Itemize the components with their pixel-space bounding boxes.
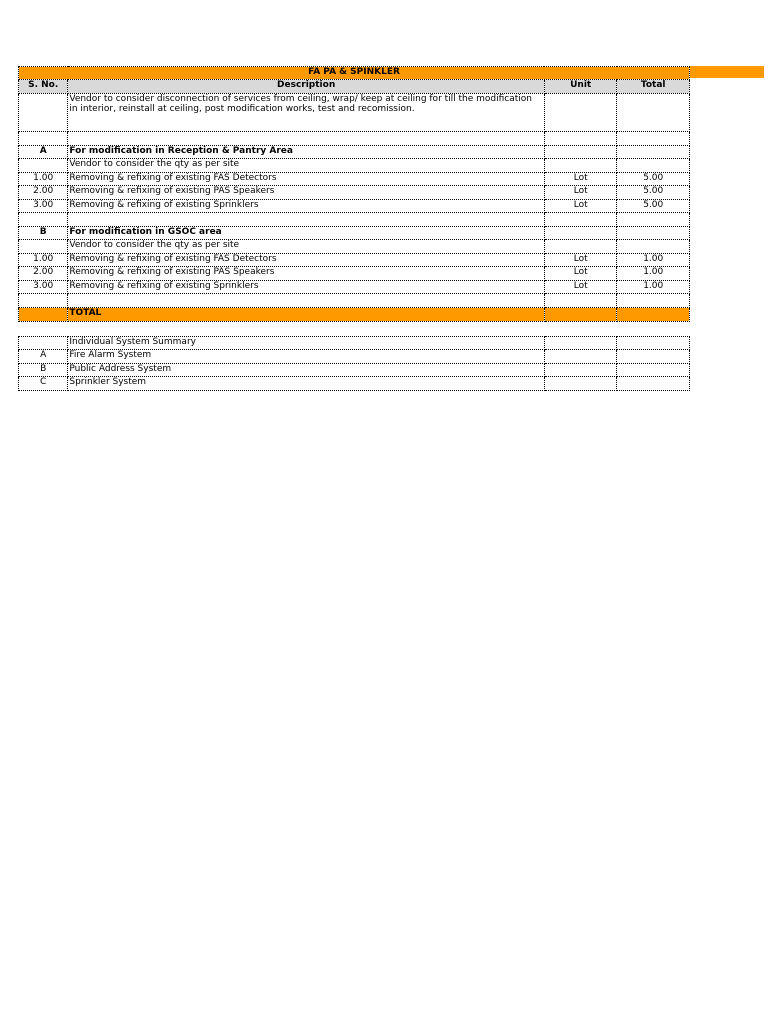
section-b-sno[interactable]: B [19, 226, 68, 240]
section-a-note[interactable]: Vendor to consider the qty as per site [68, 159, 545, 173]
cell[interactable] [617, 336, 690, 350]
item-description[interactable]: Removing & refixing of existing FAS Detectors [68, 172, 545, 186]
summary-sno[interactable]: A [19, 350, 68, 364]
item-total[interactable]: 5.00 [617, 186, 690, 200]
summary-title[interactable]: Individual System Summary [68, 336, 545, 350]
boq-table [18, 66, 690, 322]
total-value[interactable] [617, 307, 690, 321]
summary-system[interactable]: Fire Alarm System [68, 350, 545, 364]
cell[interactable] [617, 145, 690, 159]
cell[interactable] [68, 213, 545, 227]
item-unit[interactable]: Lot [544, 267, 617, 281]
blank-row [19, 294, 690, 308]
cell[interactable] [19, 307, 68, 321]
cell[interactable] [544, 132, 617, 146]
cell[interactable] [544, 226, 617, 240]
item-unit[interactable]: Lot [544, 280, 617, 294]
section-b-title[interactable]: For modification in GSOC area [68, 226, 545, 240]
intro-row [19, 94, 690, 132]
item-sno[interactable]: 2.00 [19, 186, 68, 200]
cell[interactable] [617, 294, 690, 308]
item-unit[interactable]: Lot [544, 253, 617, 267]
item-description[interactable]: Removing & refixing of existing PAS Speakers [68, 267, 545, 281]
list-item [19, 350, 690, 364]
summary-sno[interactable]: C [19, 377, 68, 391]
cell[interactable] [68, 132, 545, 146]
header-total[interactable]: Total [617, 80, 690, 94]
cell[interactable] [617, 240, 690, 254]
cell[interactable] [544, 294, 617, 308]
section-a-note-row [19, 159, 690, 173]
section-b-note[interactable]: Vendor to consider the qty as per site [68, 240, 545, 254]
list-item [19, 363, 690, 377]
item-sno[interactable]: 1.00 [19, 253, 68, 267]
cell[interactable] [617, 94, 690, 132]
item-description[interactable]: Removing & refixing of existing Sprinklers [68, 199, 545, 213]
cell[interactable] [617, 363, 690, 377]
cell[interactable] [544, 363, 617, 377]
item-unit[interactable]: Lot [544, 199, 617, 213]
cell[interactable] [617, 350, 690, 364]
cell[interactable] [19, 159, 68, 173]
cell[interactable] [544, 145, 617, 159]
header-sno[interactable]: S. No. [19, 80, 68, 94]
summary-table [18, 336, 690, 391]
cell[interactable] [617, 226, 690, 240]
item-total[interactable]: 1.00 [617, 280, 690, 294]
header-description[interactable]: Description [68, 80, 545, 94]
table-row [19, 199, 690, 213]
summary-system[interactable]: Public Address System [68, 363, 545, 377]
cell[interactable] [19, 132, 68, 146]
table-row [19, 280, 690, 294]
cell[interactable] [19, 336, 68, 350]
cell[interactable] [544, 94, 617, 132]
section-b-note-row [19, 240, 690, 254]
cell[interactable] [544, 336, 617, 350]
item-description[interactable]: Removing & refixing of existing PAS Speakers [68, 186, 545, 200]
item-sno[interactable]: 1.00 [19, 172, 68, 186]
table-row [19, 186, 690, 200]
cell[interactable] [19, 294, 68, 308]
header-row [19, 80, 690, 94]
title-band-extension [690, 66, 764, 78]
summary-header-row [19, 336, 690, 350]
table-row [19, 253, 690, 267]
cell[interactable] [544, 159, 617, 173]
cell[interactable] [617, 132, 690, 146]
blank-row [19, 132, 690, 146]
cell[interactable] [19, 213, 68, 227]
cell[interactable] [544, 240, 617, 254]
cell[interactable] [68, 294, 545, 308]
section-b-header [19, 226, 690, 240]
item-unit[interactable]: Lot [544, 186, 617, 200]
blank-row [19, 213, 690, 227]
section-a-header [19, 145, 690, 159]
cell[interactable] [19, 94, 68, 132]
section-a-title[interactable]: For modification in Reception & Pantry Area [68, 145, 545, 159]
list-item [19, 377, 690, 391]
cell[interactable] [617, 213, 690, 227]
table-row [19, 172, 690, 186]
cell[interactable] [19, 240, 68, 254]
summary-sno[interactable]: B [19, 363, 68, 377]
cell[interactable] [617, 377, 690, 391]
cell[interactable] [544, 377, 617, 391]
total-label[interactable]: TOTAL [68, 307, 545, 321]
cell[interactable] [544, 307, 617, 321]
item-total[interactable]: 5.00 [617, 199, 690, 213]
section-a-sno[interactable]: A [19, 145, 68, 159]
item-description[interactable]: Removing & refixing of existing FAS Detectors [68, 253, 545, 267]
intro-text[interactable]: Vendor to consider disconnection of services from ceiling, wrap/ keep at ceiling for till the modification in interior, reinstall at ceiling, post modification works, test and recomission. [68, 94, 545, 132]
item-total[interactable]: 1.00 [617, 267, 690, 281]
item-sno[interactable]: 2.00 [19, 267, 68, 281]
table-row [19, 267, 690, 281]
title-row [19, 67, 690, 80]
cell[interactable] [544, 213, 617, 227]
item-sno[interactable]: 3.00 [19, 199, 68, 213]
item-total[interactable]: 5.00 [617, 172, 690, 186]
item-total[interactable]: 1.00 [617, 253, 690, 267]
item-unit[interactable]: Lot [544, 172, 617, 186]
summary-system[interactable]: Sprinkler System [68, 377, 545, 391]
header-unit[interactable]: Unit [544, 80, 617, 94]
cell[interactable] [617, 159, 690, 173]
total-row [19, 307, 690, 321]
sheet-title[interactable]: FA PA & SPINKLER [19, 67, 690, 80]
spreadsheet [18, 66, 690, 391]
cell[interactable] [544, 350, 617, 364]
item-sno[interactable]: 3.00 [19, 280, 68, 294]
item-description[interactable]: Removing & refixing of existing Sprinklers [68, 280, 545, 294]
